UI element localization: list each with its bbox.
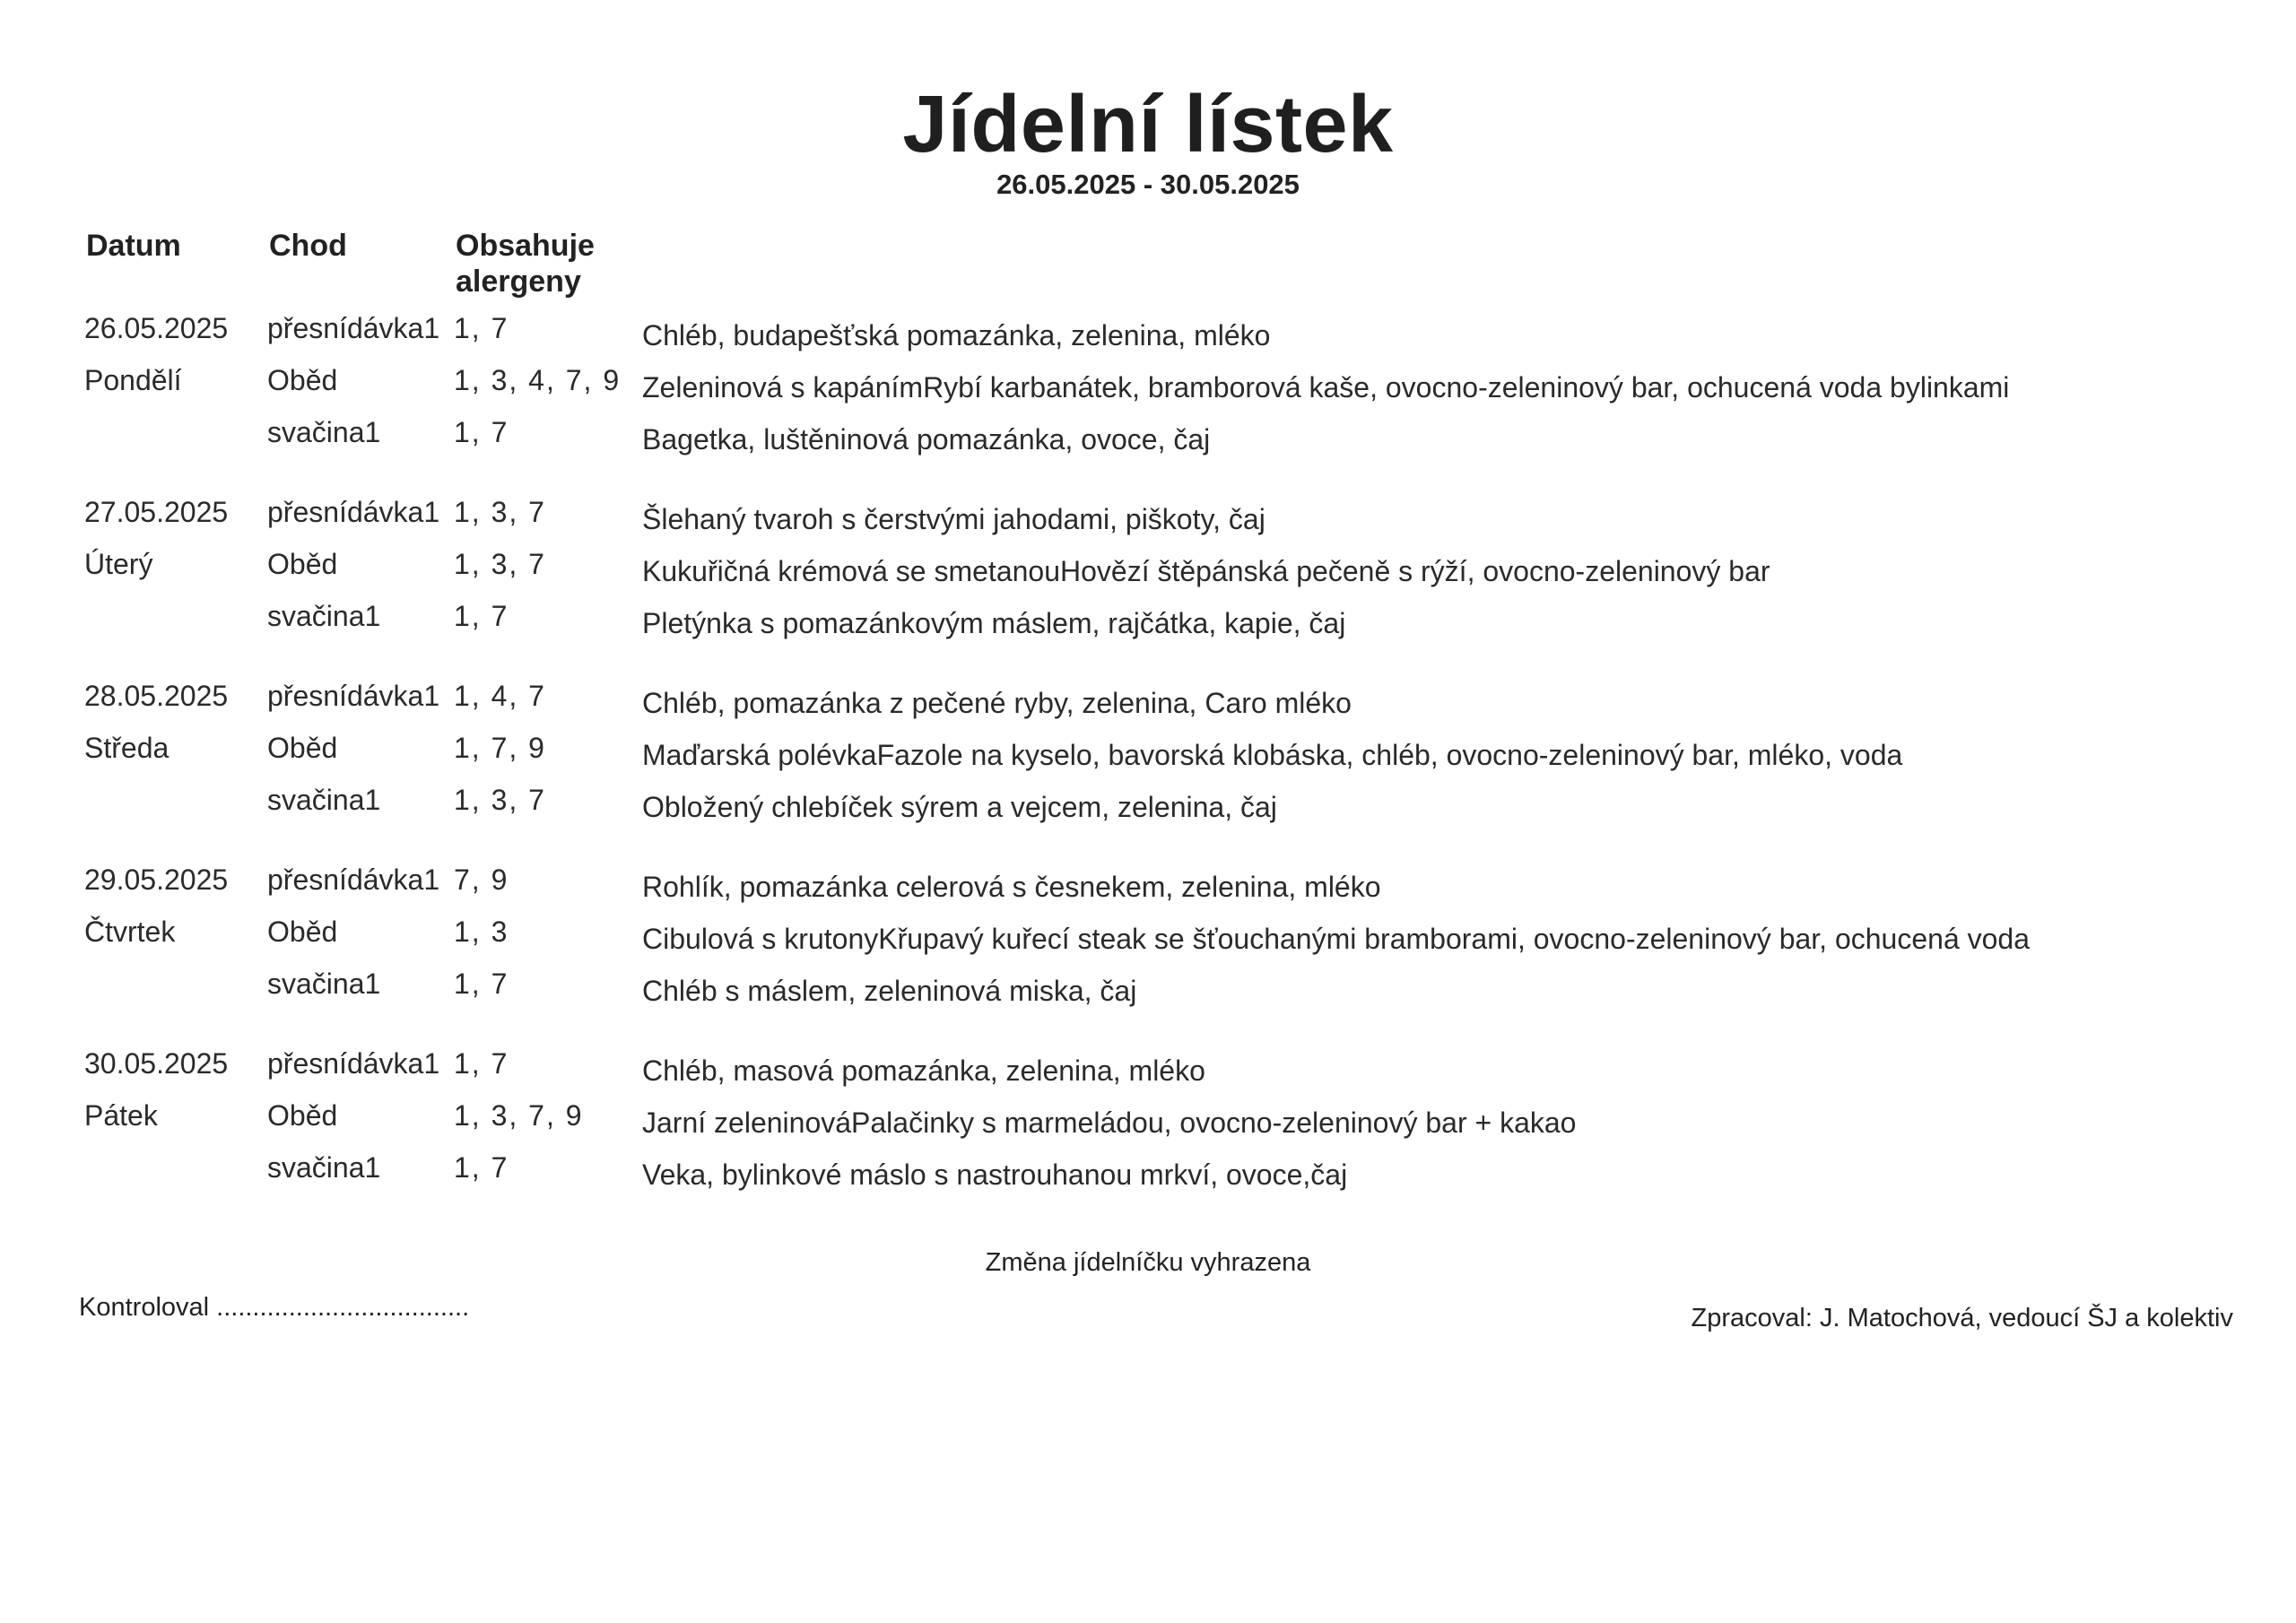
- meal-allergens: 1, 3, 4, 7, 9: [454, 364, 622, 396]
- column-header-allergens-line-1: Obsahuje: [456, 229, 595, 263]
- meal-row: [0, 1098, 2296, 1148]
- day-weekday: Úterý: [84, 548, 153, 580]
- meal-row: [0, 546, 2296, 596]
- meal-allergens: 1, 4, 7: [454, 680, 546, 712]
- column-header-allergens-line-2: alergeny: [456, 265, 581, 299]
- meal-description: Obložený chlebíček sýrem a vejcem, zelenina, čaj: [642, 791, 1277, 823]
- meal-allergens: 1, 7: [454, 312, 509, 344]
- day-weekday: Pondělí: [84, 364, 182, 396]
- meal-description: Chléb, budapešťská pomazánka, zelenina, mléko: [642, 319, 1271, 352]
- meal-description: Cibulová s krutonyKřupavý kuřecí steak se šťouchanými bramborami, ovocno-zeleninový bar, ochucená voda: [642, 923, 2031, 955]
- meal-allergens: 1, 7, 9: [454, 732, 546, 764]
- meal-course: přesnídávka1: [267, 864, 440, 896]
- day-weekday: Středa: [84, 732, 170, 764]
- meal-course: svačina1: [267, 784, 381, 816]
- meal-description: Jarní zeleninováPalačinky s marmeládou, ovocno-zeleninový bar + kakao: [642, 1107, 1577, 1139]
- meal-course: přesnídávka1: [267, 312, 440, 344]
- column-header-course: Chod: [269, 229, 347, 263]
- meal-description: Zeleninová s kapánímRybí karbanátek, bramborová kaše, ovocno-zeleninový bar, ochucená voda bylinkami: [642, 371, 2010, 404]
- day-date: 27.05.2025: [84, 496, 229, 528]
- day-block: [0, 1046, 2296, 1216]
- day-block: [0, 862, 2296, 1032]
- day-date: 26.05.2025: [84, 312, 229, 344]
- prepared-by-line: Zpracoval: J. Matochová, vedoucí ŠJ a kolektiv: [1691, 1304, 2233, 1332]
- meal-description: Pletýnka s pomazánkovým máslem, rajčátka, kapie, čaj: [642, 607, 1346, 639]
- day-weekday: Čtvrtek: [84, 916, 176, 948]
- day-block: [0, 310, 2296, 481]
- meal-row: [0, 598, 2296, 648]
- meal-course: Oběd: [267, 548, 338, 580]
- meal-allergens: 1, 3, 7: [454, 548, 546, 580]
- meal-row: [0, 1046, 2296, 1096]
- column-header-allergens: [456, 228, 635, 299]
- meal-row: [0, 862, 2296, 912]
- meal-row: [0, 494, 2296, 544]
- meal-description: Bagetka, luštěninová pomazánka, ovoce, čaj: [642, 423, 1211, 456]
- column-header-date: Datum: [86, 229, 181, 263]
- meal-description: Chléb, masová pomazánka, zelenina, mléko: [642, 1055, 1205, 1087]
- menu-change-note: Změna jídelníčku vyhrazena: [985, 1248, 1311, 1277]
- meal-course: svačina1: [267, 600, 381, 632]
- meal-course: přesnídávka1: [267, 496, 440, 528]
- meal-allergens: 1, 7: [454, 968, 509, 1000]
- meal-description: Chléb s máslem, zeleninová miska, čaj: [642, 975, 1137, 1007]
- menu-period: 26.05.2025 - 30.05.2025: [996, 169, 1300, 200]
- day-block: [0, 494, 2296, 664]
- meal-row: [0, 362, 2296, 412]
- meal-course: svačina1: [267, 968, 381, 1000]
- meal-allergens: 1, 7: [454, 1047, 509, 1080]
- meal-allergens: 1, 7: [454, 600, 509, 632]
- meal-course: Oběd: [267, 916, 338, 948]
- checked-by-line: Kontroloval ...................................: [79, 1293, 470, 1322]
- meal-allergens: 7, 9: [454, 864, 509, 896]
- meal-row: [0, 782, 2296, 832]
- meal-allergens: 1, 3, 7: [454, 784, 546, 816]
- meal-allergens: 1, 7: [454, 1151, 509, 1184]
- meal-description: Rohlík, pomazánka celerová s česnekem, zelenina, mléko: [642, 871, 1381, 903]
- meal-row: [0, 730, 2296, 780]
- meal-allergens: 1, 7: [454, 416, 509, 448]
- meal-allergens: 1, 3, 7, 9: [454, 1099, 584, 1132]
- day-weekday: Pátek: [84, 1099, 158, 1132]
- meal-course: Oběd: [267, 364, 338, 396]
- meal-row: [0, 678, 2296, 728]
- meal-row: [0, 310, 2296, 360]
- meal-description: Maďarská polévkaFazole na kyselo, bavorská klobáska, chléb, ovocno-zeleninový bar, mléko, voda: [642, 739, 1903, 771]
- meal-row: [0, 966, 2296, 1016]
- meal-course: Oběd: [267, 732, 338, 764]
- meal-course: svačina1: [267, 1151, 381, 1184]
- meal-row: [0, 414, 2296, 464]
- day-date: 30.05.2025: [84, 1047, 229, 1080]
- meal-course: Oběd: [267, 1099, 338, 1132]
- meal-row: [0, 914, 2296, 964]
- day-block: [0, 678, 2296, 848]
- day-date: 28.05.2025: [84, 680, 229, 712]
- meal-allergens: 1, 3: [454, 916, 509, 948]
- day-date: 29.05.2025: [84, 864, 229, 896]
- meal-allergens: 1, 3, 7: [454, 496, 546, 528]
- page-title: Jídelní lístek: [902, 80, 1394, 169]
- meal-course: přesnídávka1: [267, 680, 440, 712]
- meal-description: Chléb, pomazánka z pečené ryby, zelenina, Caro mléko: [642, 687, 1352, 719]
- meal-row: [0, 1150, 2296, 1200]
- table-header: [0, 228, 2296, 299]
- meal-description: Veka, bylinkové máslo s nastrouhanou mrkví, ovoce,čaj: [642, 1159, 1348, 1191]
- meal-description: Kukuřičná krémová se smetanouHovězí štěpánská pečeně s rýží, ovocno-zeleninový bar: [642, 555, 1770, 587]
- meal-course: svačina1: [267, 416, 381, 448]
- meal-description: Šlehaný tvaroh s čerstvými jahodami, piškoty, čaj: [642, 503, 1265, 535]
- meal-course: přesnídávka1: [267, 1047, 440, 1080]
